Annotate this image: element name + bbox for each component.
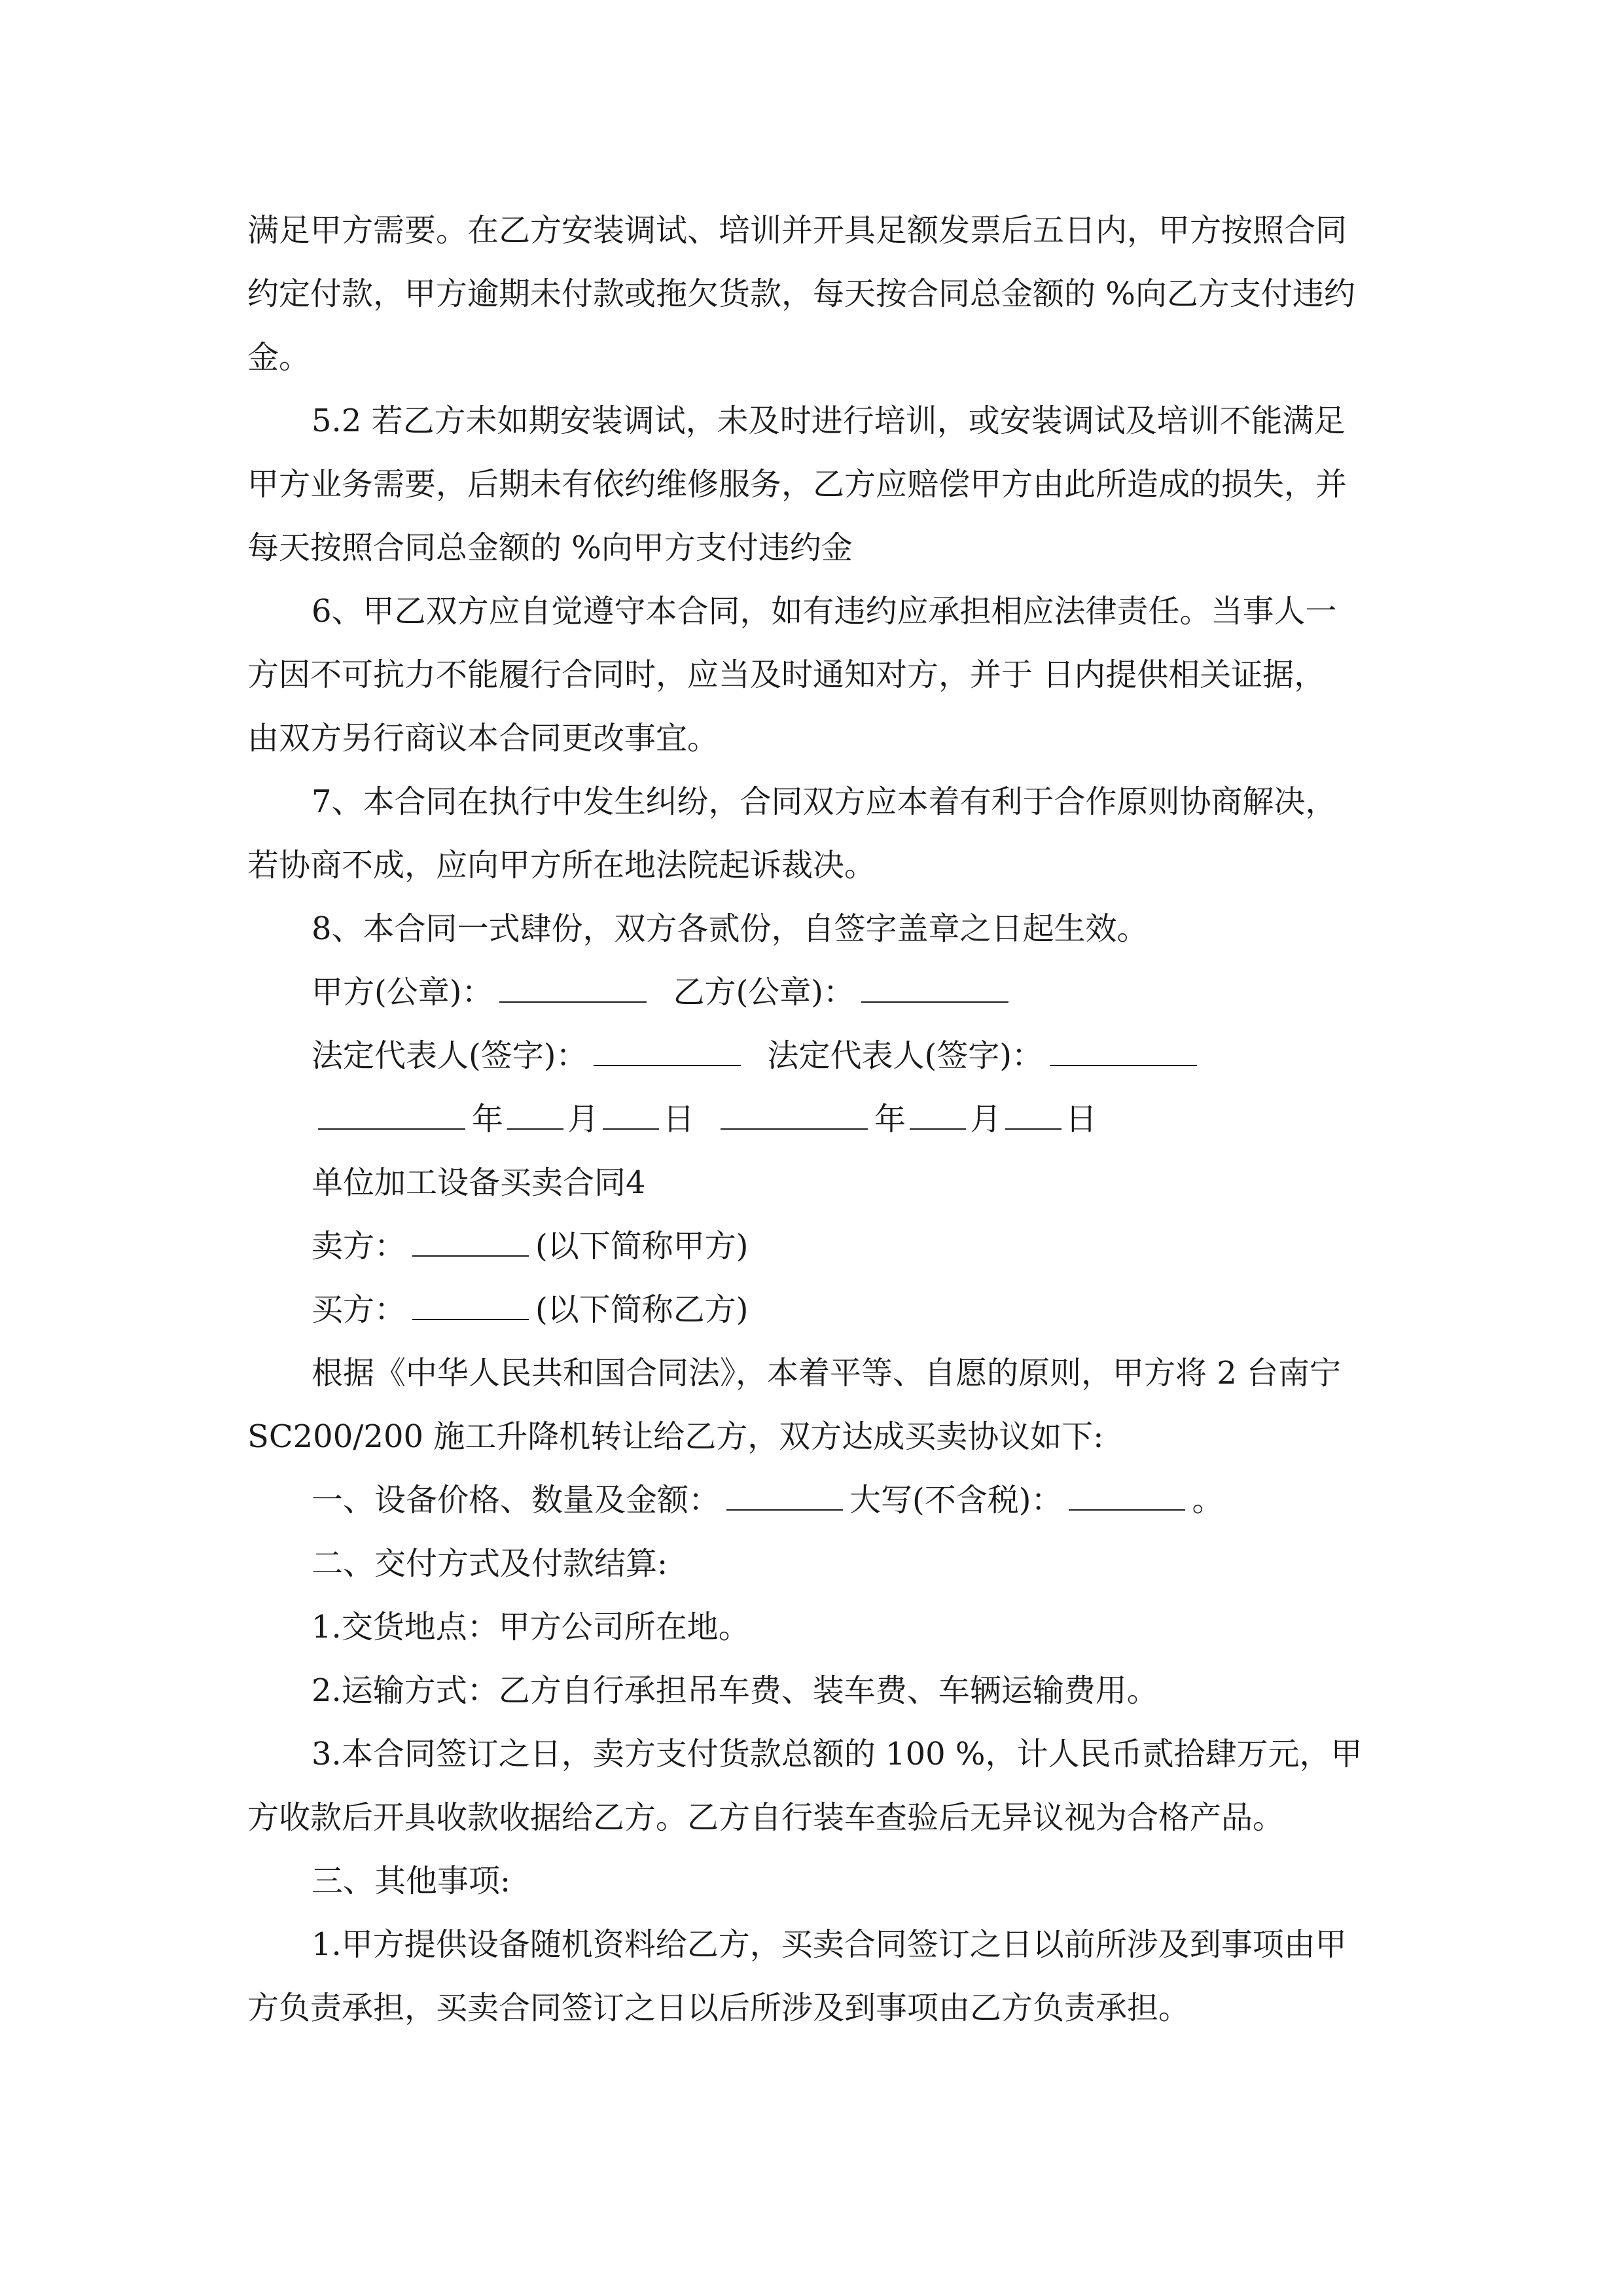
price-end: 。 (1192, 1482, 1224, 1518)
price-label: 一、设备价格、数量及金额： (312, 1482, 721, 1518)
text-line: 方收款后开具收款收据给乙方。乙方自行装车查验后无异议视为合格产品。 (247, 1799, 1285, 1836)
buyer-row (247, 1278, 1380, 1342)
party-b-rep-label: 法定代表人(签字)： (767, 1037, 1043, 1074)
seller-note: (以下简称甲方) (535, 1228, 749, 1265)
party-a-rep-label: 法定代表人(签字)： (312, 1037, 588, 1074)
price-upper-blank[interactable] (1069, 1477, 1185, 1511)
text-line: 甲方业务需要，后期未有依约维修服务，乙方应赔偿甲方由此所造成的损失，并 (247, 466, 1347, 503)
payment-clause: 3.本合同签订之日，卖方支付货款总额的 100 %，计人民币贰拾肆万元，甲 (312, 1736, 1363, 1772)
signature-rep-row (247, 1024, 1380, 1088)
party-b-seal-blank[interactable] (861, 969, 1008, 1003)
date-month-label: 月 (970, 1101, 1002, 1138)
buyer-label: 买方： (312, 1291, 406, 1328)
seller-row (247, 1215, 1380, 1278)
buyer-blank[interactable] (412, 1286, 529, 1320)
text-line: 若协商不成，应向甲方所在地法院起诉裁决。 (247, 847, 876, 884)
text-line: 金。 (247, 339, 311, 376)
price-row (247, 1469, 1380, 1532)
document-body (247, 199, 1380, 2040)
clause-6: 6、甲乙双方应自觉遵守本合同，如有违约应承担相应法律责任。当事人一 (312, 593, 1337, 630)
date-month-label: 月 (567, 1101, 599, 1138)
signature-date-row (247, 1088, 1380, 1151)
price-upper-label: 大写(不含税)： (849, 1482, 1063, 1518)
party-a-seal-blank[interactable] (499, 969, 647, 1003)
date-b-month-blank[interactable] (910, 1096, 966, 1130)
price-blank[interactable] (726, 1477, 843, 1511)
delivery-location: 1.交货地点：甲方公司所在地。 (312, 1609, 750, 1645)
other-clause-1: 1.甲方提供设备随机资料给乙方，买卖合同签订之日以前所涉及到事项由甲 (312, 1926, 1347, 1963)
text-line: 方负责承担，买卖合同签订之日以后所涉及到事项由乙方负责承担。 (247, 1990, 1190, 2026)
text-line: 每天按照合同总金额的 %向甲方支付违约金 (247, 529, 853, 566)
text-line: 约定付款，甲方逾期未付款或拖欠货款，每天按合同总金额的 %向乙方支付违约 (247, 276, 1355, 312)
transport-method: 2.运输方式：乙方自行承担吊车费、装车费、车辆运输费用。 (312, 1672, 1158, 1709)
date-year-label: 年 (874, 1101, 906, 1138)
party-b-seal-label: 乙方(公章)： (673, 974, 855, 1011)
party-b-rep-blank[interactable] (1050, 1032, 1197, 1066)
seller-blank[interactable] (412, 1223, 529, 1257)
buyer-note: (以下简称乙方) (535, 1291, 749, 1328)
date-a-month-blank[interactable] (507, 1096, 563, 1130)
date-b-year-blank[interactable] (721, 1096, 868, 1130)
date-year-label: 年 (472, 1101, 504, 1138)
text-line: 根据《中华人民共和国合同法》，本着平等、自愿的原则，甲方将 2 台南宁 (312, 1355, 1342, 1391)
party-a-rep-blank[interactable] (594, 1032, 741, 1066)
date-a-day-blank[interactable] (603, 1096, 659, 1130)
seller-label: 卖方： (312, 1228, 406, 1265)
contract-4-title: 单位加工设备买卖合同4 (312, 1164, 646, 1201)
clause-5-2: 5.2 若乙方未如期安装调试，未及时进行培训，或安装调试及培训不能满足 (312, 403, 1346, 439)
clause-7: 7、本合同在执行中发生纠纷，合同双方应本着有利于合作原则协商解决， (312, 783, 1337, 820)
date-day-label: 日 (1065, 1101, 1097, 1138)
signature-party-row (247, 961, 1380, 1024)
clause-8: 8、本合同一式肆份，双方各贰份，自签字盖章之日起生效。 (312, 910, 1149, 947)
date-day-label: 日 (663, 1101, 695, 1138)
date-a-year-blank[interactable] (318, 1096, 465, 1130)
text-line: 满足甲方需要。在乙方安装调试、培训并开具足额发票后五日内，甲方按照合同 (247, 212, 1347, 249)
section-3-heading: 三、其他事项: (312, 1863, 511, 1899)
text-line: SC200/200 施工升降机转让给乙方，双方达成买卖协议如下: (247, 1418, 1104, 1455)
party-a-seal-label: 甲方(公章)： (312, 974, 493, 1011)
text-line: 方因不可抗力不能履行合同时，应当及时通知对方，并于 日内提供相关证据， (247, 656, 1326, 693)
text-line: 由双方另行商议本合同更改事宜。 (247, 720, 719, 757)
section-2-heading: 二、交付方式及付款结算: (312, 1545, 668, 1582)
date-b-day-blank[interactable] (1005, 1096, 1061, 1130)
